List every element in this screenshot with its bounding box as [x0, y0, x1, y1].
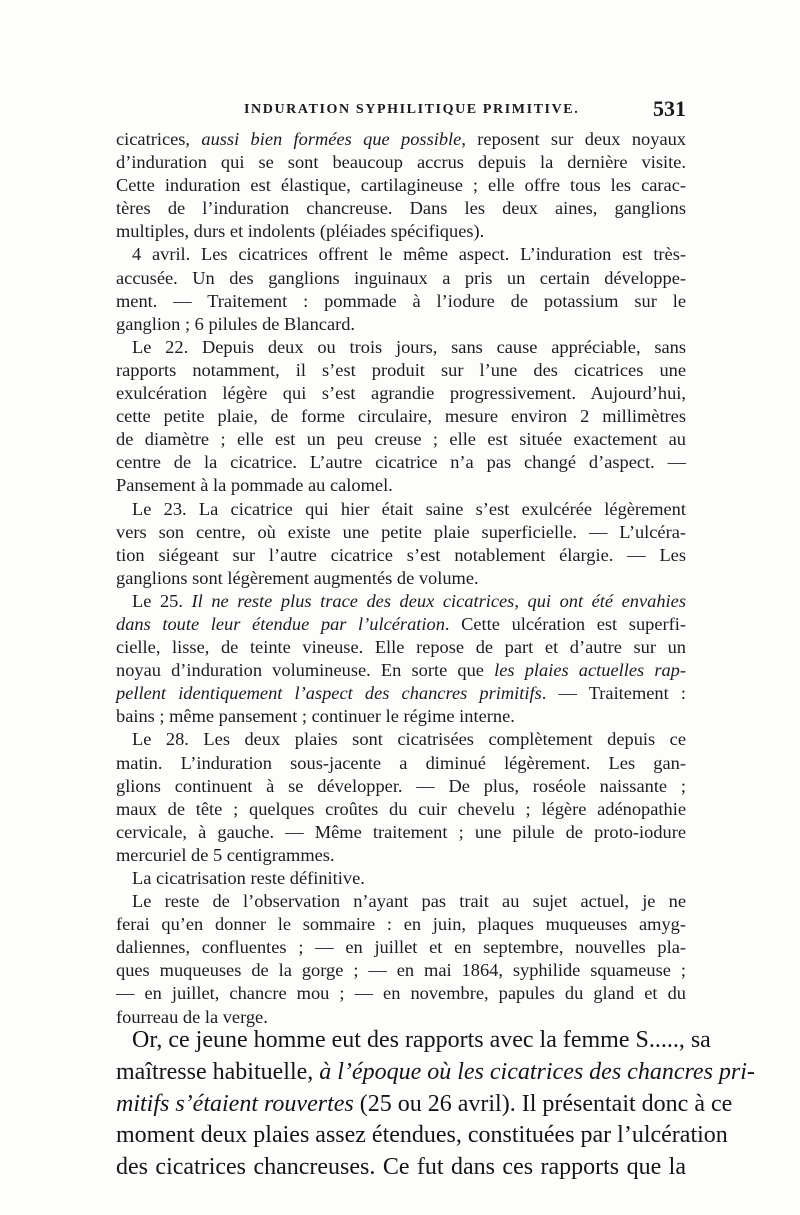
- text-segment: bains ; même pansement ; continuer le régime interne.: [116, 706, 515, 727]
- text-line: [116, 151, 686, 174]
- text-line: [116, 544, 686, 567]
- text-line: [116, 1025, 711, 1057]
- text-segment: . Cette ulcération est superfi-: [444, 613, 686, 634]
- text-segment: glions continuent à se développer. — De plus, roséole naissante ;: [116, 775, 686, 796]
- text-segment: ganglions sont légèrement augmentés de volume.: [116, 567, 479, 588]
- text-segment: Le reste de l’observation n’ayant pas trait au sujet actuel, je ne: [132, 891, 686, 912]
- text-segment: maîtresse habituelle,: [116, 1058, 320, 1085]
- text-segment: 4 avril. Les cicatrices offrent le même aspect. L’induration est très-: [132, 244, 686, 265]
- text-segment: Le 28. Les deux plaies sont cicatrisées complètement depuis ce: [132, 729, 686, 750]
- running-head: [116, 96, 686, 126]
- text-line: [116, 936, 686, 959]
- text-segment: La cicatrisation reste définitive.: [132, 868, 365, 888]
- text-line: [116, 382, 686, 405]
- text-line: [116, 752, 686, 775]
- text-segment: Le 23. La cicatrice qui hier était saine s’est exulcérée légèrement: [132, 498, 686, 519]
- text-segment: des cicatrices chancreuses. Ce fut dans ces rapports que la: [116, 1154, 686, 1181]
- text-line: [116, 659, 686, 682]
- text-segment: ques muqueuses de la gorge ; — en mai 1864, syphilide squameuse ;: [116, 960, 686, 981]
- text-line: [116, 959, 686, 982]
- text-line: [116, 844, 686, 867]
- text-segment: moment deux plaies assez étendues, constituées par l’ulcération: [116, 1122, 728, 1149]
- text-segment: rapports notamment, il s’est produit sur l’une des cicatrices une: [116, 359, 686, 380]
- text-line: [116, 359, 686, 382]
- text-line: [116, 867, 686, 890]
- text-segment: , reposent sur deux noyaux: [461, 129, 686, 149]
- text-line: [116, 913, 686, 936]
- text-segment: Le 25.: [132, 590, 192, 611]
- text-segment: matin. L’induration sous-jacente a diminué légèrement. Les gan-: [116, 752, 686, 773]
- text-line: [116, 197, 686, 220]
- text-segment: . — Traitement :: [541, 683, 686, 704]
- text-line: [116, 798, 686, 821]
- text-line: [116, 982, 686, 1005]
- text-segment: d’induration qui se sont beaucoup accrus depuis la dernière visite.: [116, 152, 686, 173]
- running-title: INDURATION SYPHILITIQUE PRIMITIVE.: [244, 102, 580, 117]
- text-line: [116, 636, 686, 659]
- text-segment: accusée. Un des ganglions inguinaux a pris un certain développe-: [116, 267, 686, 288]
- text-segment: Or, ce jeune homme eut des rapports avec la femme S....., sa: [132, 1027, 711, 1053]
- text-segment: noyau d’induration volumineuse. En sorte que: [116, 660, 495, 681]
- text-segment: cette petite plaie, de forme circulaire, mesure environ 2 millimètres: [116, 406, 686, 427]
- page-number: 531: [653, 96, 686, 121]
- text-segment: maux de tête ; quelques croûtes du cuir chevelu ; légère adénopathie: [116, 798, 686, 819]
- text-line: [116, 590, 686, 613]
- text-segment: cielle, lisse, de teinte vineuse. Elle repose de part et d’autre sur un: [116, 637, 686, 658]
- text-line: [116, 267, 686, 290]
- text-line: [116, 682, 686, 705]
- text-line: [116, 613, 686, 636]
- text-line: [116, 890, 686, 913]
- text-segment: Cette induration est élastique, cartilagineuse ; elle offre tous les carac-: [116, 175, 686, 196]
- text-line: [116, 1089, 733, 1121]
- text-line: [116, 474, 686, 497]
- italic-text: les plaies actuelles rap-: [494, 660, 686, 681]
- text-line: [116, 336, 686, 359]
- text-line: [116, 128, 686, 151]
- text-line: [116, 405, 686, 428]
- text-segment: tères de l’induration chancreuse. Dans les deux aines, ganglions: [116, 198, 686, 219]
- text-line: [116, 1120, 728, 1152]
- text-line: [116, 1152, 686, 1184]
- text-line: [116, 728, 686, 751]
- text-line: [116, 1057, 755, 1089]
- text-segment: vers son centre, où existe une petite plaie superficielle. — L’ulcéra-: [116, 521, 686, 542]
- text-segment: multiples, durs et indolents (pléiades spécifiques).: [116, 221, 485, 242]
- text-segment: fourreau de la verge.: [116, 1006, 268, 1027]
- text-line: [116, 174, 686, 197]
- italic-text: mitifs s’étaient rouvertes: [116, 1090, 354, 1117]
- text-line: [116, 451, 686, 474]
- italic-text: pellent identiquement l’aspect des chancres primitifs: [116, 683, 542, 704]
- text-line: [116, 243, 686, 266]
- continuation-text: [116, 1025, 755, 1184]
- text-segment: centre de la cicatrice. L’autre cicatrice n’a pas changé d’aspect. —: [116, 452, 686, 473]
- text-line: [116, 220, 686, 243]
- text-line: [116, 521, 686, 544]
- text-segment: (25 ou 26 avril). Il présentait donc à ce: [353, 1090, 733, 1117]
- text-segment: de diamètre ; elle est un peu creuse ; elle est située exactement au: [116, 429, 686, 450]
- italic-text: aussi bien formées que possible: [201, 129, 462, 149]
- text-line: [116, 428, 686, 451]
- text-segment: — en juillet, chancre mou ; — en novembre, papules du gland et du: [116, 983, 686, 1004]
- text-line: [116, 567, 686, 590]
- italic-text: Il ne reste plus trace des deux cicatrices, qui ont été envahies: [191, 590, 686, 611]
- text-segment: tion siégeant sur l’autre cicatrice s’est notablement élargie. — Les: [116, 544, 686, 565]
- text-line: [116, 775, 686, 798]
- text-segment: cicatrices,: [116, 129, 202, 149]
- text-segment: mercuriel de 5 centigrammes.: [116, 844, 335, 865]
- text-segment: daliennes, confluentes ; — en juillet et en septembre, nouvelles pla-: [116, 937, 686, 958]
- text-segment: ment. — Traitement : pommade à l’iodure de potassium sur le: [116, 290, 686, 311]
- text-segment: cervicale, à gauche. — Même traitement ; une pilule de proto-iodure: [116, 821, 686, 842]
- italic-text: à l’époque où les cicatrices des chancres pri-: [319, 1058, 755, 1085]
- text-line: [116, 313, 686, 336]
- text-segment: Le 22. Depuis deux ou trois jours, sans cause appréciable, sans: [132, 336, 686, 357]
- text-line: [116, 498, 686, 521]
- text-line: [116, 821, 686, 844]
- italic-text: dans toute leur étendue par l’ulcération: [116, 613, 445, 634]
- text-segment: ganglion ; 6 pilules de Blancard.: [116, 313, 356, 334]
- text-line: [116, 290, 686, 313]
- text-segment: Pansement à la pommade au calomel.: [116, 475, 393, 496]
- body-text: [116, 128, 686, 1029]
- text-segment: ferai qu’en donner le sommaire : en juin, plaques muqueuses amyg-: [116, 914, 686, 935]
- text-segment: exulcération légère qui s’est agrandie progressivement. Aujourd’hui,: [116, 383, 686, 404]
- text-line: [116, 705, 686, 728]
